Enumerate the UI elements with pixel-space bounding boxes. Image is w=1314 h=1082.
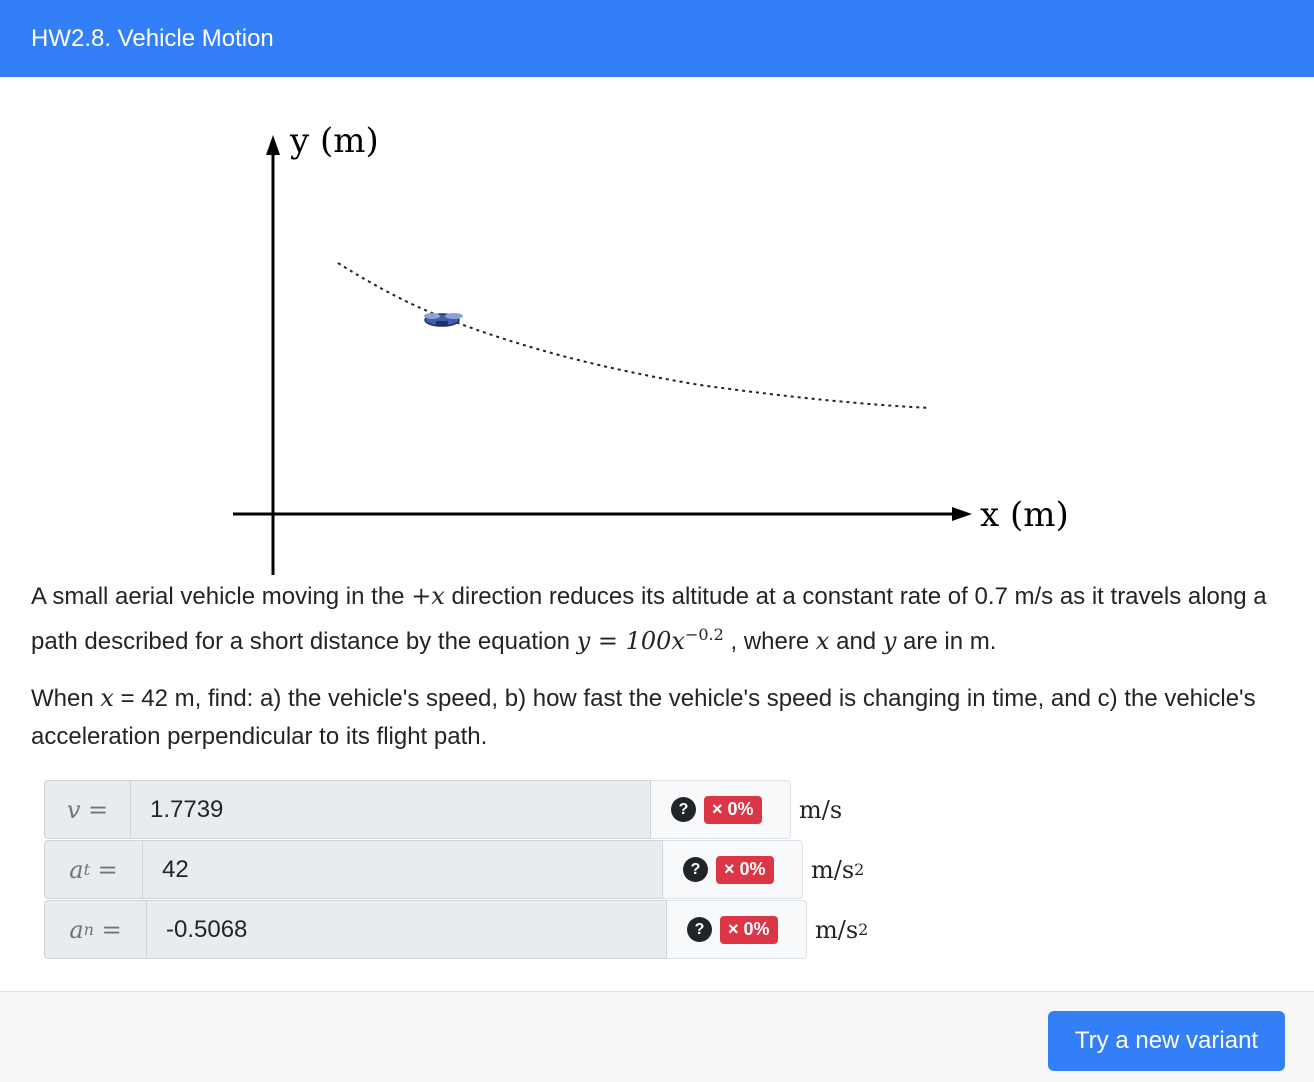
label-subscript: n (83, 920, 94, 939)
unit-text: m/s (799, 795, 843, 824)
problem-statement (31, 577, 1281, 661)
answer-feedback (651, 780, 791, 839)
help-icon[interactable]: ? (687, 917, 712, 942)
answer-feedback (667, 900, 807, 959)
label-subscript: t (83, 860, 90, 879)
aerial-vehicle-icon (424, 313, 463, 326)
answer-row-normal-accel (44, 900, 868, 959)
answer-label-at (44, 840, 142, 899)
score-badge: × 0% (704, 796, 762, 824)
statement-text: are in m. (903, 628, 997, 655)
y-axis-label: y (m) (290, 121, 379, 161)
answer-row-speed (44, 780, 842, 839)
x-axis-label: x (m) (980, 495, 1069, 535)
answer-label-an (44, 900, 146, 959)
score-badge: × 0% (720, 916, 778, 944)
unit-text: m/s (815, 915, 859, 944)
answer-label-v: v = (44, 780, 130, 839)
statement-text: , where (730, 628, 810, 655)
unit-label (803, 840, 864, 899)
y-axis-arrow (266, 135, 280, 155)
direction-math: +x (411, 582, 445, 610)
equation-exponent: −0.2 (684, 625, 724, 644)
statement-text: direction reduces its altitude at a constant rate of 0.7 m/s as it travels along a path described for a short distance by the equation (31, 583, 1267, 655)
variable-y: y (882, 627, 897, 655)
question-text: When (31, 685, 94, 712)
problem-question (31, 679, 1281, 756)
label-equals: = (93, 915, 122, 944)
answer-feedback (663, 840, 803, 899)
statement-text: and (836, 628, 877, 655)
equation-math: y = 100x (576, 627, 685, 655)
answer-input-an[interactable]: -0.5068 (146, 900, 667, 959)
help-icon[interactable]: ? (683, 857, 708, 882)
x-axis-arrow (952, 507, 972, 521)
flight-path-curve (338, 263, 930, 408)
question-text: = 42 m, find: a) the vehicle's speed, b) how fast the vehicle's speed is changing in time, and c) the vehicle's acceleration perpendicular to its flight path. (31, 685, 1256, 750)
problem-figure (0, 77, 1314, 577)
unit-text: m/s (811, 855, 855, 884)
trajectory-diagram (0, 77, 1314, 577)
label-equals: = (90, 855, 118, 884)
try-new-variant-button[interactable]: Try a new variant (1048, 1011, 1285, 1071)
label-main: a (69, 915, 84, 944)
page-header (0, 0, 1314, 77)
unit-label (807, 900, 868, 959)
answer-input-v[interactable]: 1.7739 (130, 780, 651, 839)
label-main: a (69, 855, 84, 884)
unit-exponent: 2 (854, 860, 865, 879)
variable-x: x (815, 627, 830, 655)
variable-x: x (100, 684, 114, 712)
help-icon[interactable]: ? (671, 797, 696, 822)
unit-exponent: 2 (858, 920, 869, 939)
page-title: HW2.8. Vehicle Motion (31, 24, 274, 52)
answer-input-at[interactable]: 42 (142, 840, 663, 899)
statement-text: A small aerial vehicle moving in the (31, 583, 405, 610)
score-badge: × 0% (716, 856, 774, 884)
answer-row-tangential-accel (44, 840, 864, 899)
unit-label (791, 780, 842, 839)
